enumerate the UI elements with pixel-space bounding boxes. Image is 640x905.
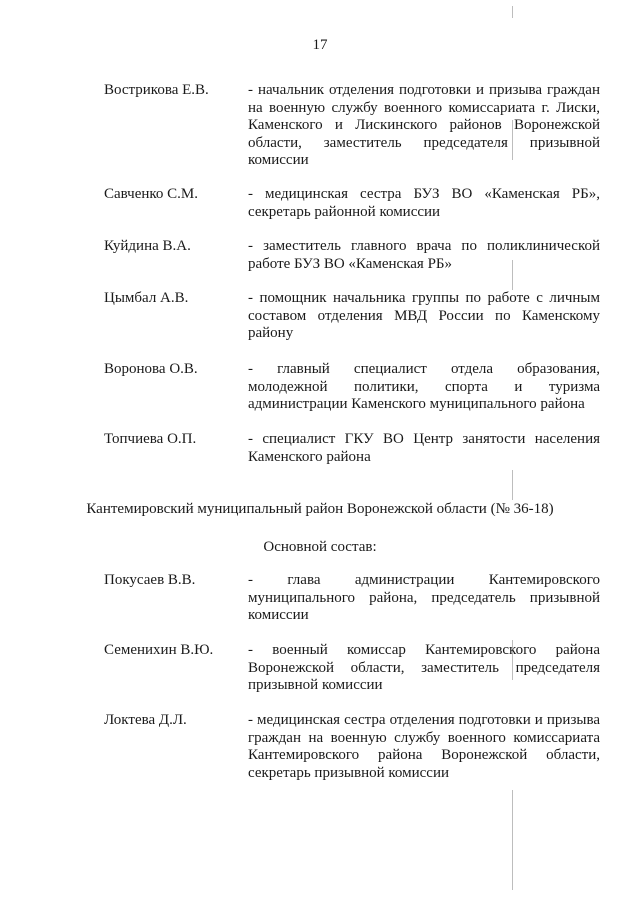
member-name: Воронова О.В. <box>104 361 198 377</box>
member-entry <box>104 431 600 466</box>
member-name: Семенихин В.Ю. <box>104 642 214 658</box>
member-entry <box>104 642 600 695</box>
member-name: Покусаев В.В. <box>104 572 196 588</box>
scan-artifact-line <box>512 790 513 890</box>
scan-artifact-line <box>512 470 513 500</box>
composition-heading: Основной состав: <box>263 539 377 555</box>
member-name: Вострикова Е.В. <box>104 82 209 98</box>
member-name: Локтева Д.Л. <box>104 712 187 728</box>
member-role: - специалист ГКУ ВО Центр занятости населения Каменского района <box>248 431 600 465</box>
member-entry <box>104 290 600 343</box>
member-role: - медицинская сестра отделения подготовки и призыва граждан на военную службу военного комиссариата Кантемировского района Воронежской области, секретарь призывной комиссии <box>248 712 600 781</box>
member-entry <box>104 361 600 414</box>
member-name: Савченко С.М. <box>104 186 199 202</box>
member-name: Цымбал А.В. <box>104 290 189 306</box>
member-role: - глава администрации Кантемировского муниципального района, председатель призывной комиссии <box>248 572 600 623</box>
member-role: - начальник отделения подготовки и призыва граждан на военную службу военного комиссариата г. Лиски, Каменского и Лискинского районов Воронежской области, заместитель председателя призывной комиссии <box>248 82 600 168</box>
page-number: 17 <box>312 37 328 53</box>
member-entry <box>104 572 600 625</box>
member-entry <box>104 238 600 273</box>
member-role: - помощник начальника группы по работе с личным составом отделения МВД России по Каменскому району <box>248 290 600 341</box>
member-entry <box>104 186 600 221</box>
member-name: Топчиева О.П. <box>104 431 197 447</box>
member-entry <box>104 82 600 170</box>
member-role: - военный комиссар Кантемировского района Воронежской области, заместитель председателя призывной комиссии <box>248 642 600 693</box>
member-entry <box>104 712 600 782</box>
member-role: - заместитель главного врача по поликлинической работе БУЗ ВО «Каменская РБ» <box>248 238 600 272</box>
member-role: - главный специалист отдела образования, молодежной политики, спорта и туризма администрации Каменского муниципального района <box>248 361 600 412</box>
member-role: - медицинская сестра БУЗ ВО «Каменская РБ», секретарь районной комиссии <box>248 186 600 220</box>
district-heading: Кантемировский муниципальный район Воронежской области (№ 36-18) <box>86 501 554 517</box>
member-name: Куйдина В.А. <box>104 238 191 254</box>
scan-artifact-line <box>512 6 513 18</box>
